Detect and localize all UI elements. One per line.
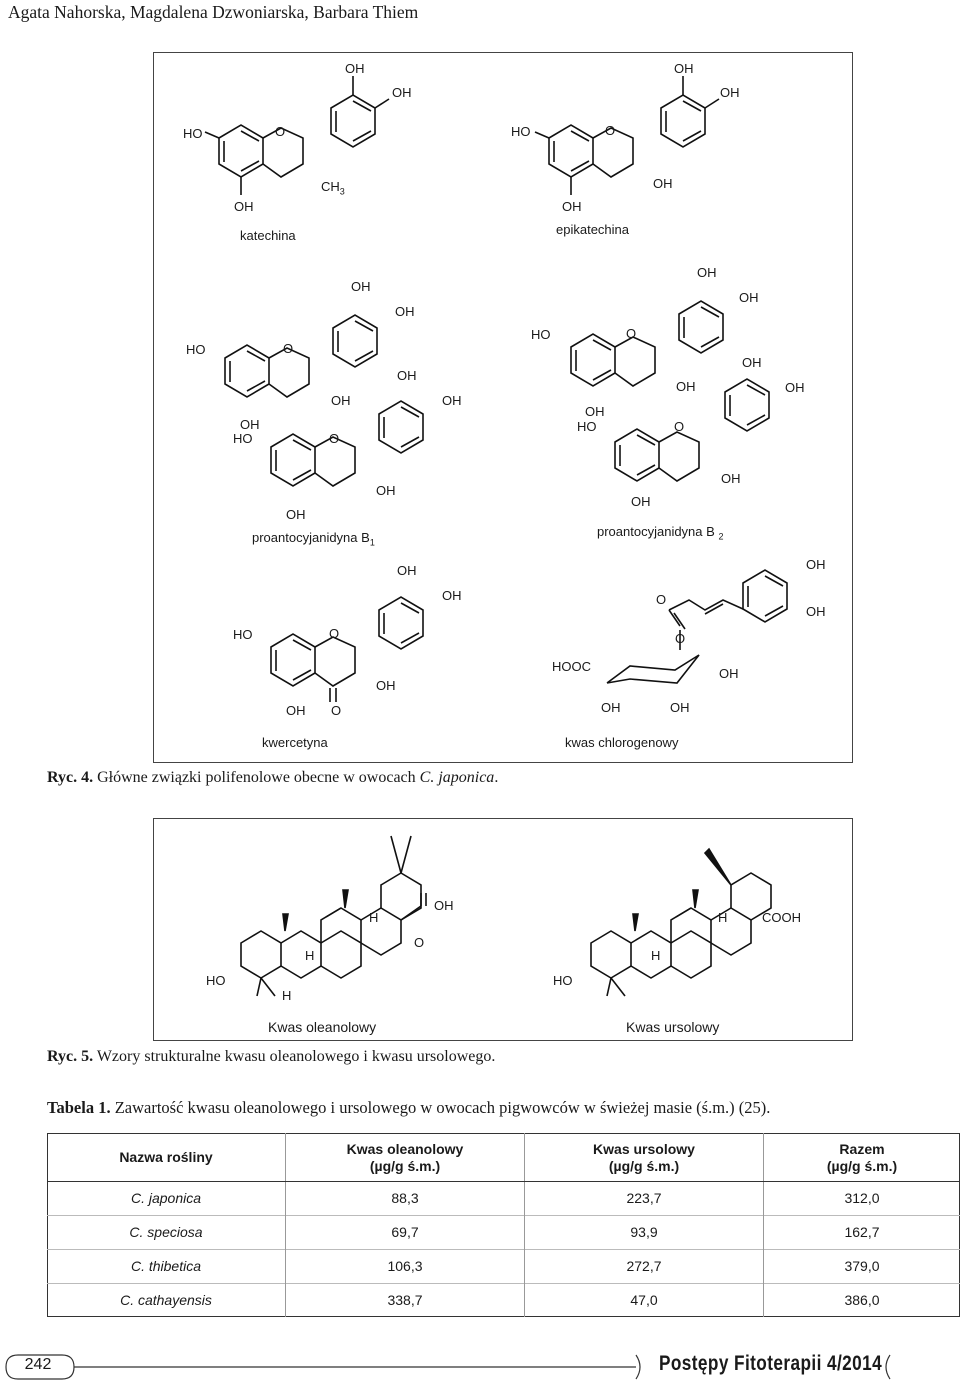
atom-label: OH bbox=[631, 494, 651, 509]
atom-label: OH bbox=[719, 666, 739, 681]
cell-total: 312,0 bbox=[844, 1190, 880, 1206]
atom-label: OH bbox=[331, 393, 351, 408]
atom-label: O bbox=[675, 631, 686, 646]
page-number: 242 bbox=[24, 1356, 52, 1373]
column-header: Kwas oleanolowy (µg/g ś.m.) bbox=[286, 1133, 525, 1181]
atom-label: OH bbox=[240, 417, 260, 432]
table-row bbox=[47, 1283, 960, 1317]
compound-label-epikatechina: epikatechina bbox=[556, 222, 629, 237]
running-header-authors: Agata Nahorska, Magdalena Dzwoniarska, Barbara Thiem bbox=[8, 2, 419, 22]
atom-label: OH bbox=[434, 898, 454, 913]
atom-label: OH bbox=[653, 176, 673, 191]
compound-label-chlorogenowy: kwas chlorogenowy bbox=[565, 735, 679, 750]
atom-label: OH bbox=[351, 279, 371, 294]
column-header: Kwas ursolowy (µg/g ś.m.) bbox=[525, 1133, 764, 1181]
plant-name: C. thibetica bbox=[47, 1249, 286, 1283]
figure-4-caption: Ryc. 4. Główne związki polifenolowe obecne w owocach C. japonica. bbox=[47, 769, 499, 786]
atom-label: HO bbox=[511, 124, 531, 139]
atom-label: OH bbox=[785, 380, 805, 395]
atom-label: OH bbox=[601, 700, 621, 715]
atom-label: HO bbox=[206, 973, 226, 988]
atom-label: OH bbox=[806, 557, 826, 572]
atom-label: O bbox=[275, 124, 286, 139]
atom-label: OH bbox=[670, 700, 690, 715]
atom-label: OH bbox=[742, 355, 762, 370]
atom-label: HO bbox=[233, 431, 253, 446]
atom-label: HO bbox=[186, 342, 206, 357]
compound-label-kwercetyna: kwercetyna bbox=[262, 735, 328, 750]
atom-label: OH bbox=[676, 379, 696, 394]
atom-label: OH bbox=[721, 471, 741, 486]
atom-label: OH bbox=[286, 507, 306, 522]
atom-label: OH bbox=[806, 604, 826, 619]
table-1 bbox=[47, 1133, 960, 1317]
atom-label-methyl: $CH_3$ bbox=[321, 179, 345, 197]
atom-label: OH bbox=[395, 304, 415, 319]
figure-5-structures bbox=[153, 818, 853, 1041]
atom-label: OH bbox=[585, 404, 605, 419]
atom-label: OH bbox=[720, 85, 740, 100]
atom-label: O bbox=[674, 419, 685, 434]
katechina-ring-a bbox=[219, 125, 263, 177]
atom-label: OH bbox=[392, 85, 412, 100]
table-row bbox=[47, 1249, 960, 1283]
cell-oleanolic: 106,3 bbox=[286, 1249, 525, 1283]
atom-label: OH bbox=[442, 393, 462, 408]
table-1-title: Tabela 1. Zawartość kwasu oleanolowego i ursolowego w owocach pigwowców w świeżej masie (ś.m.) (25). bbox=[47, 1098, 771, 1117]
atom-label: OH bbox=[376, 483, 396, 498]
atom-label: H bbox=[305, 948, 315, 963]
cell-total: 386,0 bbox=[764, 1283, 960, 1317]
table-row bbox=[47, 1181, 960, 1215]
atom-label: COOH bbox=[762, 910, 801, 925]
atom-label: O bbox=[283, 341, 294, 356]
atom-label: HO bbox=[233, 627, 253, 642]
compound-label-ursolowy: Kwas ursolowy bbox=[626, 1019, 720, 1035]
atom-label: O bbox=[626, 326, 637, 341]
atom-label: HO bbox=[183, 126, 203, 141]
atom-label: OH bbox=[286, 703, 306, 718]
atom-label: OH bbox=[345, 61, 365, 76]
cell-oleanolic: 338,7 bbox=[286, 1283, 525, 1317]
cell-ursolic: 47,0 bbox=[525, 1283, 764, 1317]
journal-name: Postępy Fitoterapii 4/2014 bbox=[658, 1352, 882, 1375]
katechina-ring-b bbox=[331, 95, 375, 147]
cell-ursolic: 272,7 bbox=[525, 1249, 764, 1283]
atom-label: H bbox=[282, 988, 292, 1003]
atom-label: OH bbox=[697, 265, 717, 280]
atom-label: OH bbox=[442, 588, 462, 603]
atom-label: H bbox=[651, 948, 661, 963]
atom-label: O bbox=[329, 626, 340, 641]
cell-total: 379,0 bbox=[764, 1249, 960, 1283]
plant-name: C. speciosa bbox=[47, 1215, 286, 1249]
cell-ursolic: 93,9 bbox=[525, 1215, 764, 1249]
compound-label-oleanolowy: Kwas oleanolowy bbox=[268, 1019, 377, 1035]
column-header: Razem (µg/g ś.m.) bbox=[764, 1133, 960, 1181]
atom-label: H bbox=[369, 910, 379, 925]
compound-label-katechina: katechina bbox=[240, 228, 296, 243]
atom-label: OH bbox=[234, 199, 254, 214]
plant-name: C. cathayensis bbox=[47, 1283, 286, 1317]
atom-label: O bbox=[331, 703, 342, 718]
cell-oleanolic: 88,3 bbox=[286, 1181, 525, 1215]
atom-label: HO bbox=[531, 327, 551, 342]
figure-4-structures bbox=[153, 52, 853, 763]
atom-label: O bbox=[656, 592, 667, 607]
figure-5-caption: Ryc. 5. Wzory strukturalne kwasu oleanolowego i kwasu ursolowego. bbox=[47, 1048, 496, 1065]
column-header: Nazwa rośliny bbox=[47, 1133, 286, 1181]
atom-label: OH bbox=[376, 678, 396, 693]
atom-label: O bbox=[414, 935, 425, 950]
compound-label-b1: proantocyjanidyna $B_1$ bbox=[252, 530, 375, 548]
atom-label: OH bbox=[674, 61, 694, 76]
table-row bbox=[47, 1215, 960, 1249]
atom-label: OH bbox=[739, 290, 759, 305]
atom-label: OH bbox=[397, 563, 417, 578]
atom-label: HOOC bbox=[552, 659, 591, 674]
cell-ursolic: 223,7 bbox=[525, 1181, 764, 1215]
atom-label: O bbox=[329, 431, 340, 446]
compound-label-b2: proantocyjanidyna B $_2$ bbox=[597, 524, 724, 542]
plant-name: C. japonica bbox=[47, 1181, 286, 1215]
atom-label: OH bbox=[397, 368, 417, 383]
atom-label: HO bbox=[577, 419, 597, 434]
cell-total: 162,7 bbox=[764, 1215, 960, 1249]
atom-label: HO bbox=[553, 973, 573, 988]
cell-oleanolic: 69,7 bbox=[286, 1215, 525, 1249]
atom-label: OH bbox=[562, 199, 582, 214]
atom-label: H bbox=[718, 910, 728, 925]
atom-label: O bbox=[605, 123, 616, 138]
